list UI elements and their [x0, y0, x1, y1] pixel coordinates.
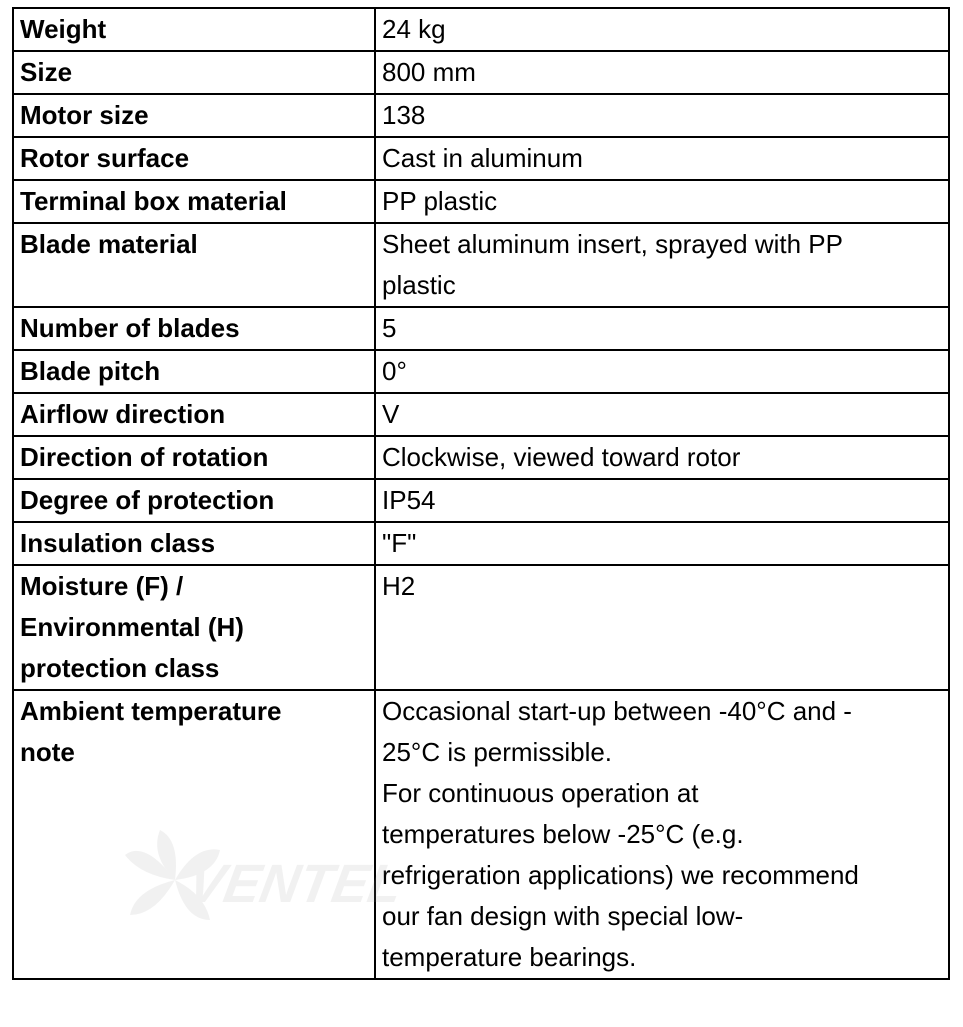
table-row [13, 94, 949, 137]
table-row [13, 436, 949, 479]
table-row [13, 51, 949, 94]
spec-value: PP plastic [375, 180, 949, 223]
spec-label: Moisture (F) / Environmental (H) protection class [13, 565, 375, 690]
table-row [13, 307, 949, 350]
table-row [13, 180, 949, 223]
spec-label: Insulation class [13, 522, 375, 565]
spec-value: 24 kg [375, 8, 949, 51]
table-row [13, 393, 949, 436]
spec-label: Motor size [13, 94, 375, 137]
spec-label: Rotor surface [13, 137, 375, 180]
spec-value: Cast in aluminum [375, 137, 949, 180]
table-row [13, 350, 949, 393]
table-row [13, 690, 949, 979]
spec-label: Ambient temperature note [13, 690, 375, 979]
spec-value: "F" [375, 522, 949, 565]
table-row [13, 8, 949, 51]
spec-label: Terminal box material [13, 180, 375, 223]
spec-value: Clockwise, viewed toward rotor [375, 436, 949, 479]
spec-label: Airflow direction [13, 393, 375, 436]
table-row [13, 565, 949, 690]
spec-value: 5 [375, 307, 949, 350]
table-row [13, 479, 949, 522]
spec-value: 800 mm [375, 51, 949, 94]
spec-table [12, 7, 950, 980]
spec-value: 0° [375, 350, 949, 393]
spec-label: Blade material [13, 223, 375, 307]
table-row [13, 137, 949, 180]
table-row [13, 522, 949, 565]
spec-label: Size [13, 51, 375, 94]
watermark-text: VENTEL [183, 853, 408, 914]
spec-value: Occasional start-up between -40°C and - 25°C is permissible. For continuous operation at temperatures below -25°C (e.g. refrigeration applications) we recommend our fan design with special low- temperature bearings. [375, 690, 949, 979]
spec-label: Degree of protection [13, 479, 375, 522]
spec-value: Sheet aluminum insert, sprayed with PP plastic [375, 223, 949, 307]
spec-value: V [375, 393, 949, 436]
spec-label: Weight [13, 8, 375, 51]
spec-value: H2 [375, 565, 949, 690]
spec-value: IP54 [375, 479, 949, 522]
spec-value: 138 [375, 94, 949, 137]
spec-label: Direction of rotation [13, 436, 375, 479]
table-row [13, 223, 949, 307]
spec-label: Number of blades [13, 307, 375, 350]
spec-label: Blade pitch [13, 350, 375, 393]
